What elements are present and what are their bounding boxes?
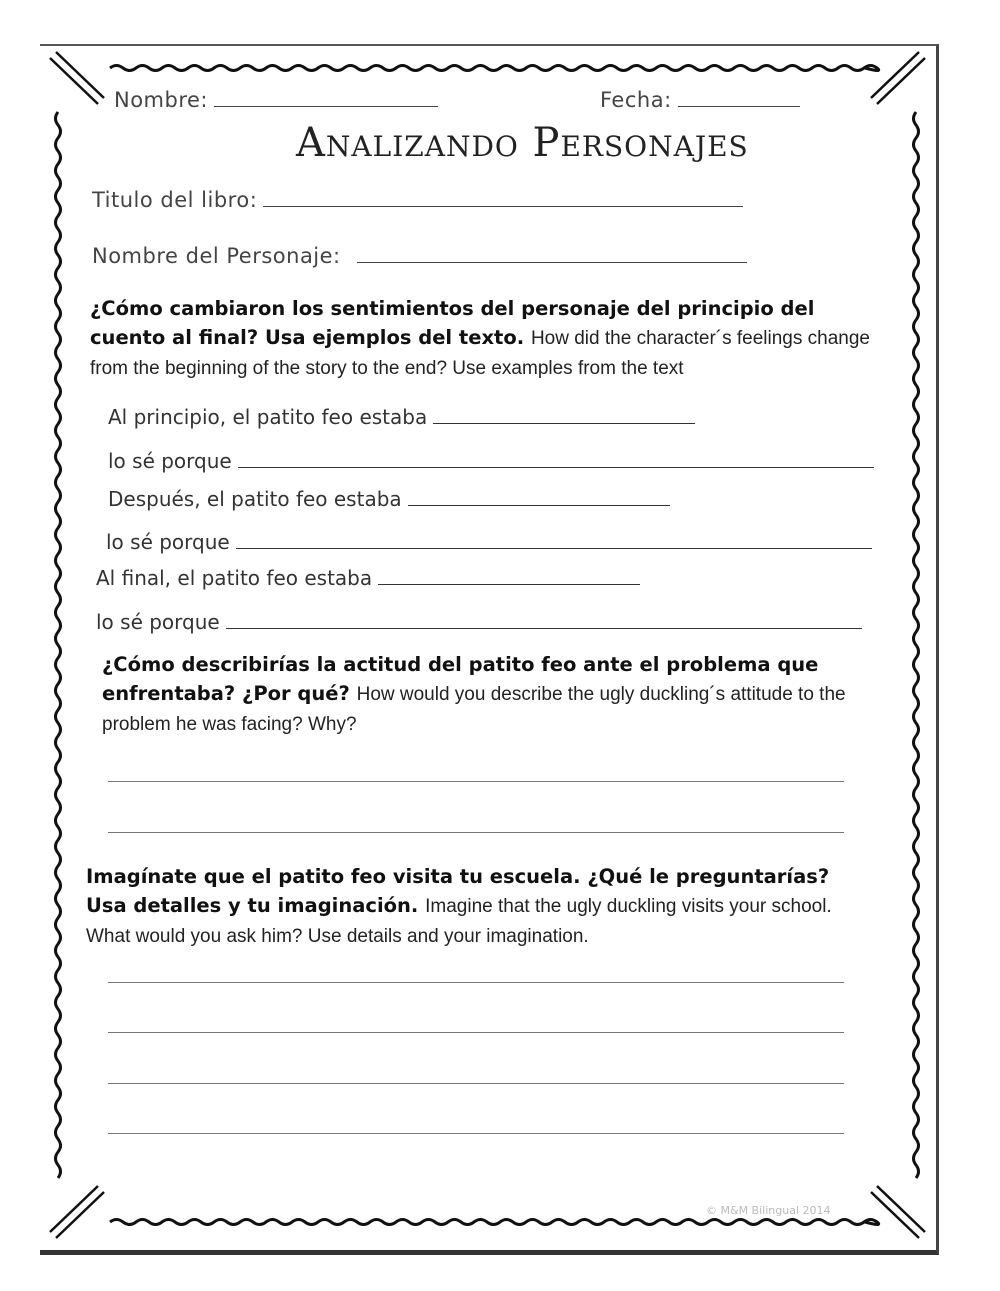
answer-line-q2-2[interactable]	[108, 832, 844, 833]
question-3-english: Imagine that the ugly duckling visits your school. What would you ask him? Use details and your imagination.	[86, 896, 832, 947]
prompt-because-1-label: lo sé porque	[108, 449, 232, 473]
page-title: Analizando Personajes	[296, 120, 749, 166]
answer-blank-beginning[interactable]	[433, 405, 695, 424]
prompt-because-2-label: lo sé porque	[106, 530, 230, 554]
answer-blank-because-2[interactable]	[236, 530, 872, 549]
question-1	[90, 294, 880, 383]
answer-line-q3-3[interactable]	[108, 1083, 844, 1084]
date-blank[interactable]	[678, 106, 800, 107]
answer-blank-because-1[interactable]	[238, 449, 874, 468]
answer-line-q2-1[interactable]	[108, 781, 844, 782]
character-name-label: Nombre del Personaje:	[92, 244, 341, 268]
prompt-because-3[interactable]	[96, 610, 862, 634]
question-3	[86, 862, 876, 951]
prompt-because-3-label: lo sé porque	[96, 610, 220, 634]
prompt-because-1[interactable]	[108, 449, 874, 473]
copyright-credit: © M&M Bilingual 2014	[706, 1204, 831, 1217]
answer-line-q3-2[interactable]	[108, 1032, 844, 1033]
question-3-spanish: Imagínate que el patito feo visita tu escuela. ¿Qué le preguntarías? Usa detalles y tu imaginación.	[86, 865, 830, 917]
question-2-spanish: ¿Cómo describirías la actitud del patito feo ante el problema que enfrentaba? ¿Por qué?	[102, 653, 819, 705]
character-name-blank[interactable]	[357, 262, 747, 263]
name-field[interactable]	[114, 88, 438, 112]
prompt-because-2[interactable]	[106, 530, 872, 554]
answer-blank-because-3[interactable]	[226, 610, 862, 629]
name-blank[interactable]	[214, 106, 438, 107]
prompt-after[interactable]	[108, 487, 670, 511]
prompt-beginning[interactable]	[108, 405, 695, 429]
answer-blank-after[interactable]	[408, 487, 670, 506]
answer-blank-end[interactable]	[378, 566, 640, 585]
book-title-field[interactable]	[92, 188, 743, 212]
prompt-beginning-label: Al principio, el patito feo estaba	[108, 405, 428, 429]
book-title-blank[interactable]	[263, 206, 743, 207]
question-2-english: How would you describe the ugly duckling´s attitude to the problem he was facing? Why?	[102, 684, 846, 735]
answer-line-q3-4[interactable]	[108, 1133, 844, 1134]
date-field[interactable]	[600, 88, 800, 112]
name-label: Nombre:	[114, 88, 209, 112]
book-title-label: Titulo del libro:	[92, 188, 258, 212]
prompt-end-label: Al final, el patito feo estaba	[96, 566, 373, 590]
answer-line-q3-1[interactable]	[108, 982, 844, 983]
question-1-english: How did the character´s feelings change from the beginning of the story to the end? Use examples from the text	[90, 328, 870, 379]
character-name-field[interactable]	[92, 244, 747, 268]
prompt-after-label: Después, el patito feo estaba	[108, 487, 402, 511]
date-label: Fecha:	[600, 88, 672, 112]
prompt-end[interactable]	[96, 566, 640, 590]
question-1-spanish: ¿Cómo cambiaron los sentimientos del personaje del principio del cuento al final? Usa ejemplos del texto.	[90, 297, 815, 349]
question-2	[102, 650, 872, 739]
